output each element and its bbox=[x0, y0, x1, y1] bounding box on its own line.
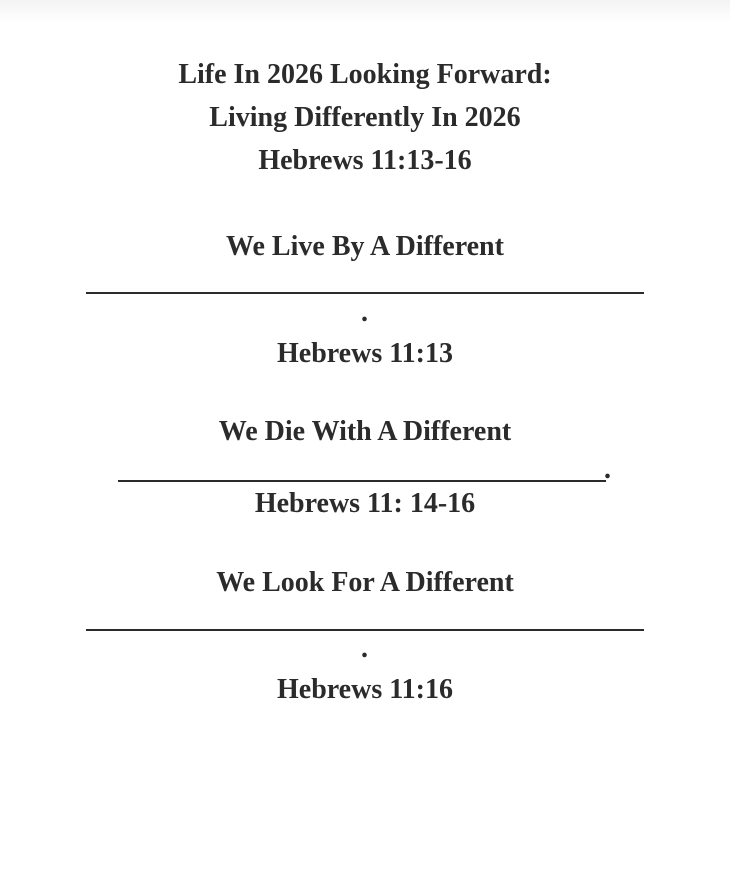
point-2-reference: Hebrews 11: 14-16 bbox=[254, 488, 476, 519]
title-line-1: Life In 2026 Looking Forward: bbox=[178, 59, 552, 90]
point-2-heading: We Die With A Different bbox=[218, 416, 512, 447]
title-line-2: Living Differently In 2026 bbox=[209, 102, 521, 133]
point-3-reference: Hebrews 11:16 bbox=[276, 674, 454, 705]
point-3-period: . bbox=[361, 633, 368, 664]
point-2-period: . bbox=[604, 454, 611, 485]
title-scripture: Hebrews 11:13-16 bbox=[258, 145, 472, 176]
point-1-reference: Hebrews 11:13 bbox=[276, 338, 454, 369]
point-1-fill-in-blank bbox=[86, 292, 644, 294]
point-1-heading: We Live By A Different bbox=[226, 231, 504, 262]
point-2-fill-in-blank bbox=[118, 480, 606, 482]
point-3-heading: We Look For A Different bbox=[216, 567, 514, 598]
point-1-period: . bbox=[361, 297, 368, 328]
top-edge-shade bbox=[0, 0, 730, 22]
point-3-fill-in-blank bbox=[86, 629, 644, 631]
